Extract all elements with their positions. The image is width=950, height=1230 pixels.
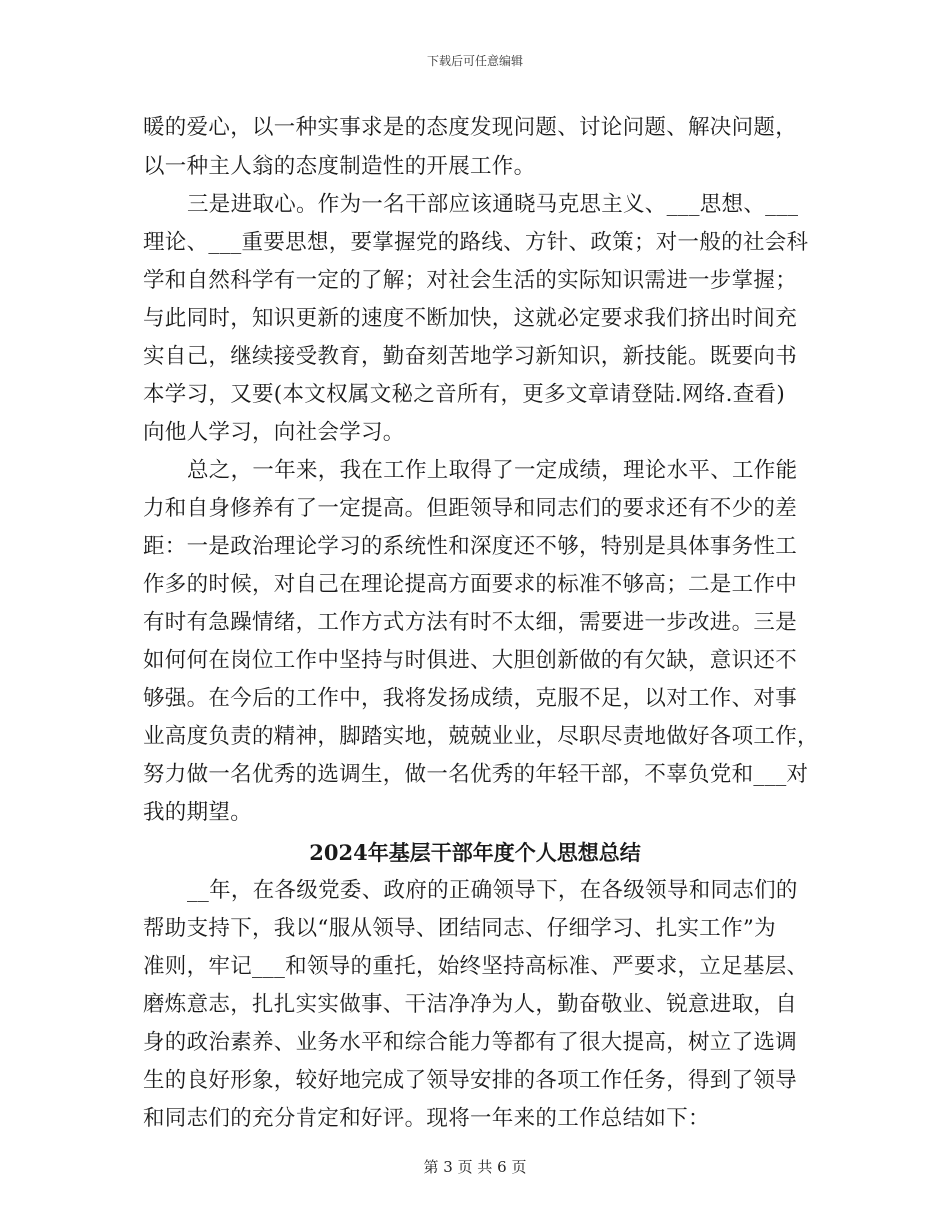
section-line: __年，在各级党委、政府的正确领导下，在各级领导和同志们的 [187, 878, 798, 903]
body-line: 本学习，又要(本文权属文秘之音所有，更多文章请登陆.网络.查看) [143, 382, 786, 407]
body-line: 总之，一年来，我在工作上取得了一定成绩，理论水平、工作能 [187, 458, 798, 483]
body-line: 向他人学习，向社会学习。 [143, 420, 405, 445]
body-line: 与此同时，知识更新的速度不断加快，这就必定要求我们挤出时间充 [143, 306, 798, 331]
body-line: 以一种主人翁的态度制造性的开展工作。 [143, 154, 536, 179]
body-line: 学和自然科学有一定的了解；对社会生活的实际知识需进一步掌握； [143, 268, 798, 293]
section-line: 生的良好形象，较好地完成了领导安排的各项工作任务，得到了领导 [143, 1068, 798, 1093]
section-line: 帮助支持下，我以“服从领导、团结同志、仔细学习、扎实工作”为 [143, 916, 776, 941]
section-line: 和同志们的充分肯定和好评。现将一年来的工作总结如下： [143, 1106, 710, 1131]
body-line: 如何何在岗位工作中坚持与时俱进、大胆创新做的有欠缺，意识还不 [143, 648, 798, 673]
body-line: 够强。在今后的工作中，我将发扬成绩，克服不足，以对工作、对事 [143, 686, 798, 711]
body-line: 我的期望。 [143, 800, 253, 825]
body-line: 有时有急躁情绪，工作方式方法有时不太细，需要进一步改进。三是 [143, 610, 798, 635]
page-number: 第 3 页 共 6 页 [423, 1158, 527, 1176]
section-line: 磨炼意志，扎扎实实做事、干洁净净为人，勤奋敬业、锐意进取，自 [143, 992, 798, 1017]
body-line: 业高度负责的精神，脚踏实地，兢兢业业，尽职尽责地做好各项工作， [143, 724, 819, 749]
body-line: 实自己，继续接受教育，勤奋刻苦地学习新知识，新技能。既要向书 [143, 344, 798, 369]
body-line: 努力做一名优秀的选调生，做一名优秀的年轻干部，不辜负党和___对 [143, 762, 809, 787]
body-line: 力和自身修养有了一定提高。但距领导和同志们的要求还有不少的差 [143, 496, 798, 521]
section-title: 2024年基层干部年度个人思想总结 [309, 840, 641, 865]
page-header-note: 下载后可任意编辑 [426, 54, 523, 68]
section-line: 准则，牢记___和领导的重托，始终坚持高标准、严要求，立足基层、 [143, 954, 809, 979]
body-line: 暖的爱心，以一种实事求是的态度发现问题、讨论问题、解决问题， [143, 115, 798, 140]
body-line: 理论、___重要思想，要掌握党的路线、方针、政策；对一般的社会科 [143, 230, 809, 255]
section-line: 身的政治素养、业务水平和综合能力等都有了很大提高，树立了选调 [143, 1030, 798, 1055]
body-line: 作多的时候，对自己在理论提高方面要求的标准不够高；二是工作中 [143, 572, 798, 597]
body-line: 三是进取心。作为一名干部应该通晓马克思主义、___思想、___ [187, 192, 799, 217]
body-line: 距：一是政治理论学习的系统性和深度还不够，特别是具体事务性工 [143, 534, 798, 559]
